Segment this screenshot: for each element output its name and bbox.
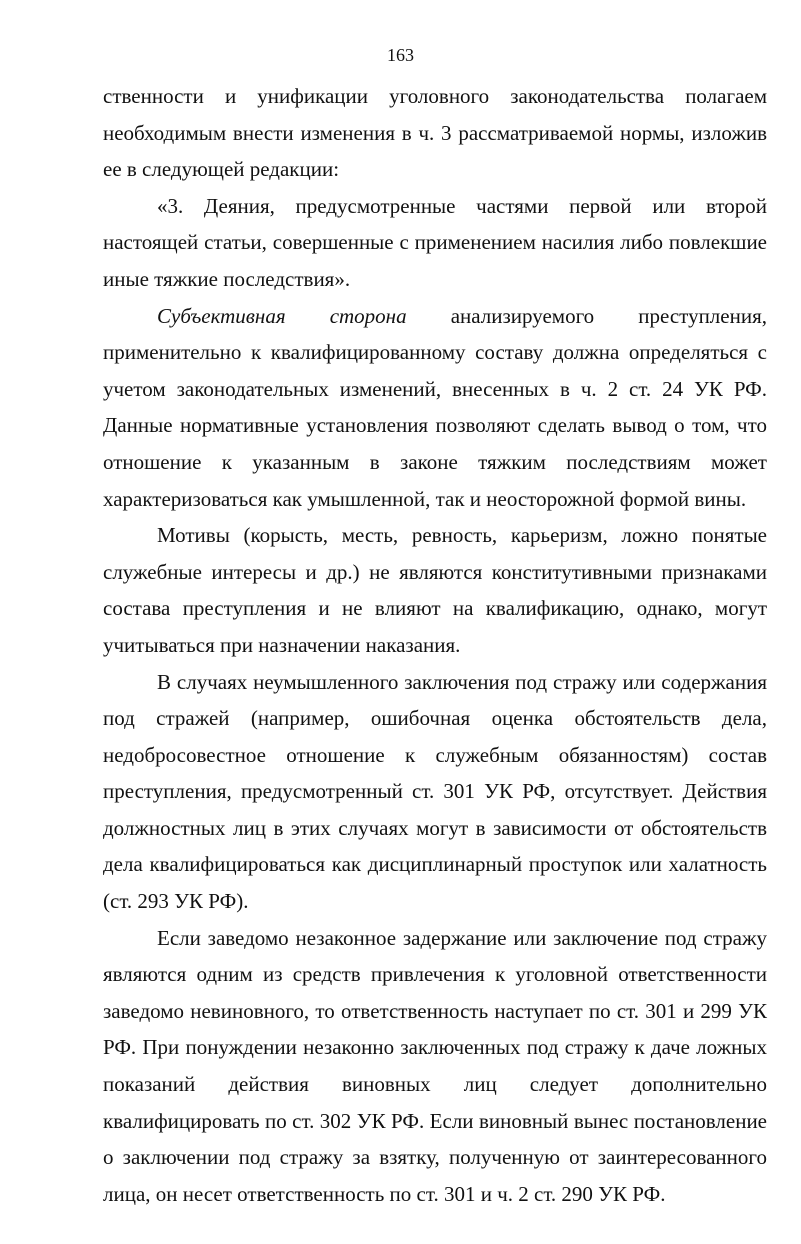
paragraph-continuation xyxy=(103,78,767,188)
page-number: 163 xyxy=(387,45,414,65)
paragraph-subjective-side xyxy=(103,298,767,518)
body-text xyxy=(103,78,767,1212)
paragraph-deliberate-detention xyxy=(103,920,767,1213)
paragraph-quote xyxy=(103,188,767,298)
paragraph-text: Если заведомо незаконное задержание или заключение под стражу являются одним из средств привлечения к уголовной ответственности заведомо невиновного, то ответственность наступает по ст. 301 и 299 УК РФ. При понуждении незаконно заключенных под стражу к даче ложных показаний действия виновных лиц следует дополнительно квалифицировать по ст. 302 УК РФ. Если виновный вынес постановление о заключении под стражу за взятку, полученную от заинтересованного лица, он несет ответственность по ст. 301 и ч. 2 ст. 290 УК РФ. xyxy=(103,925,767,1206)
paragraph-negligent-detention xyxy=(103,664,767,920)
paragraph-text: ственности и унификации уголовного законодательства полагаем необходимым внести изменения в ч. 3 рассматриваемой нормы, изложив ее в следующей редакции: xyxy=(103,84,767,182)
paragraph-motives xyxy=(103,517,767,663)
paragraph-text: В случаях неумышленного заключения под стражу или содержания под стражей (например, ошибочная оценка обстоятельств дела, недобросовестное отношение к служебным обязанностям) состав преступления, предусмотренный ст. 301 УК РФ, отсутствует. Действия должностных лиц в этих случаях могут в зависимости от обстоятельств дела квалифицироваться как дисциплинарный проступок или халатность (ст. 293 УК РФ). xyxy=(103,669,767,914)
paragraph-text: Мотивы (корысть, месть, ревность, карьеризм, ложно понятые служебные интересы и др.) не являются конститутивными признаками состава преступления и не влияют на квалификацию, однако, могут учитываться при назначении наказания. xyxy=(103,523,767,657)
paragraph-text: анализируемого преступления, применительно к квалифицированному составу должна определяться с учетом законодательных изменений, внесенных в ч. 2 ст. 24 УК РФ. Данные нормативные установления позволяют сделать вывод о том, что отношение к указанным в законе тяжким последствиям может характеризоваться как умышленной, так и неосторожной формой вины. xyxy=(103,303,767,511)
paragraph-text: «3. Деяния, предусмотренные частями первой или второй настоящей статьи, совершенные с применением насилия либо повлекшие иные тяжкие последствия». xyxy=(103,193,767,291)
italic-term: Субъективная сторона xyxy=(157,303,407,328)
